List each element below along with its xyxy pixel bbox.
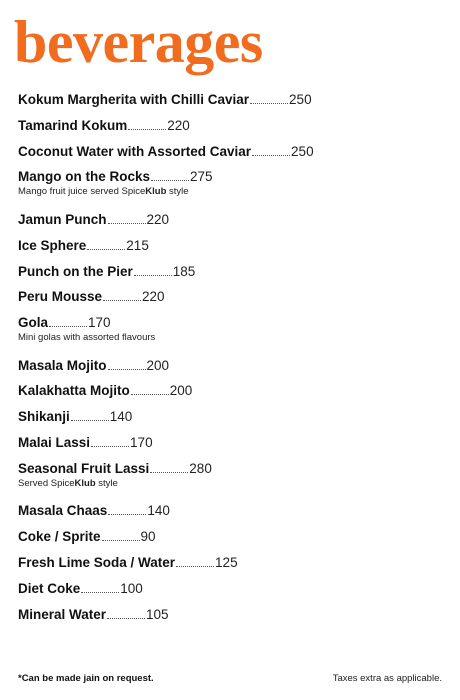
menu-item [18, 238, 149, 253]
menu-item-row [18, 461, 212, 476]
menu-item-price: 90 [140, 529, 156, 545]
menu-item-row [18, 169, 213, 184]
menu-item-price: 140 [147, 503, 170, 519]
menu-item-name: Tamarind Kokum [18, 117, 128, 133]
menu-item [18, 581, 143, 596]
menu-item-name: Diet Coke [18, 580, 81, 596]
menu-item-price: 140 [109, 409, 133, 425]
menu-item-price: 200 [169, 383, 193, 399]
menu-item [18, 144, 314, 159]
menu-item [18, 92, 312, 107]
menu-item [18, 555, 238, 570]
dot-leader [250, 97, 288, 104]
description-text: Served Spice [18, 477, 75, 489]
menu-item-row [18, 503, 170, 518]
menu-item [18, 529, 156, 544]
dot-leader [252, 149, 290, 156]
menu-item-row [18, 238, 149, 253]
menu-item-name: Coconut Water with Assorted Caviar [18, 143, 252, 159]
menu-item [18, 409, 132, 424]
dot-leader [108, 508, 146, 515]
dot-leader [81, 586, 119, 593]
menu-item [18, 315, 155, 343]
menu-item-row [18, 607, 169, 622]
menu-item-name: Peru Mousse [18, 289, 103, 305]
menu-item-price: 100 [120, 580, 143, 596]
menu-item [18, 383, 192, 398]
menu-item-name: Kalakhatta Mojito [18, 383, 130, 399]
menu-item [18, 289, 165, 304]
menu-item [18, 118, 190, 133]
menu-item [18, 212, 169, 227]
menu-item [18, 607, 169, 622]
menu-item-row [18, 92, 312, 107]
dot-leader [91, 440, 129, 447]
menu-item-row [18, 383, 192, 398]
menu-item-price: 220 [142, 289, 165, 305]
dot-leader [49, 320, 87, 327]
dot-leader [151, 174, 189, 181]
menu-item-row [18, 315, 155, 330]
dot-leader [108, 363, 146, 370]
dot-leader [102, 534, 140, 541]
menu-item-name: Masala Chaas [18, 503, 108, 519]
dot-leader [150, 466, 188, 473]
dot-leader [103, 294, 141, 301]
menu-item-row [18, 118, 190, 133]
menu-item-name: Ice Sphere [18, 237, 87, 253]
dot-leader [107, 612, 145, 619]
page-title: beverages [14, 9, 263, 75]
menu-item [18, 435, 153, 450]
menu-item-description [18, 186, 213, 197]
menu-item-row [18, 435, 153, 450]
menu-item-price: 105 [146, 606, 169, 622]
menu-item-price: 220 [167, 117, 190, 133]
dot-leader [87, 243, 125, 250]
menu-item-price: 250 [289, 92, 312, 107]
menu-item-name: Mineral Water [18, 606, 107, 622]
menu-item-price: 185 [172, 263, 196, 279]
menu-item [18, 358, 169, 373]
menu-item [18, 264, 195, 279]
menu-item-name: Punch on the Pier [18, 263, 133, 279]
menu-item-price: 250 [291, 143, 314, 159]
menu-item-name: Seasonal Fruit Lassi [18, 460, 150, 476]
menu-item [18, 461, 212, 489]
menu-item-description [18, 332, 155, 343]
menu-item [18, 503, 170, 518]
description-text: Mango fruit juice served Spice [18, 186, 146, 198]
menu-item-row [18, 289, 165, 304]
menu-item-name: Coke / Sprite [18, 529, 101, 545]
menu-item-row [18, 212, 169, 227]
taxes-note: Taxes extra as applicable. [332, 673, 442, 684]
menu-item-price: 220 [146, 211, 170, 227]
menu-item-row [18, 409, 132, 424]
menu-item-row [18, 555, 238, 570]
menu-item-row [18, 529, 156, 544]
menu-item-description [18, 478, 212, 489]
dot-leader [108, 217, 146, 224]
menu-item-name: Mango on the Rocks [18, 169, 151, 185]
menu-item-row [18, 358, 169, 373]
menu-item-row [18, 264, 195, 279]
menu-item-name: Fresh Lime Soda / Water [18, 554, 176, 570]
menu-item-price: 200 [146, 357, 170, 373]
dot-leader [176, 560, 214, 567]
dot-leader [128, 123, 166, 130]
menu-item-price: 125 [215, 554, 238, 570]
menu-item [18, 169, 213, 197]
description-brand-text: Klub [74, 477, 96, 489]
jain-note: *Can be made jain on request. [18, 673, 154, 684]
description-brand-text: Klub [145, 186, 167, 198]
menu-item-name: Jamun Punch [18, 211, 107, 227]
description-text-suffix: style [166, 186, 189, 198]
menu-item-row [18, 144, 314, 159]
menu-item-name: Kokum Margherita with Chilli Caviar [18, 92, 250, 107]
dot-leader [71, 414, 109, 421]
dot-leader [134, 269, 172, 276]
menu-item-price: 280 [189, 460, 212, 476]
menu-item-name: Gola [18, 315, 49, 331]
menu-item-name: Malai Lassi [18, 435, 91, 450]
dot-leader [131, 388, 169, 395]
menu-item-name: Masala Mojito [18, 357, 107, 373]
menu-item-price: 215 [126, 237, 149, 253]
menu-item-row [18, 581, 143, 596]
menu-item-price: 275 [190, 169, 213, 185]
menu-item-name: Shikanji [18, 409, 70, 425]
menu-item-price: 170 [88, 315, 111, 331]
description-text: Mini golas with assorted flavours [18, 332, 156, 344]
description-text-suffix: style [95, 477, 118, 489]
menu-item-price: 170 [130, 435, 153, 450]
